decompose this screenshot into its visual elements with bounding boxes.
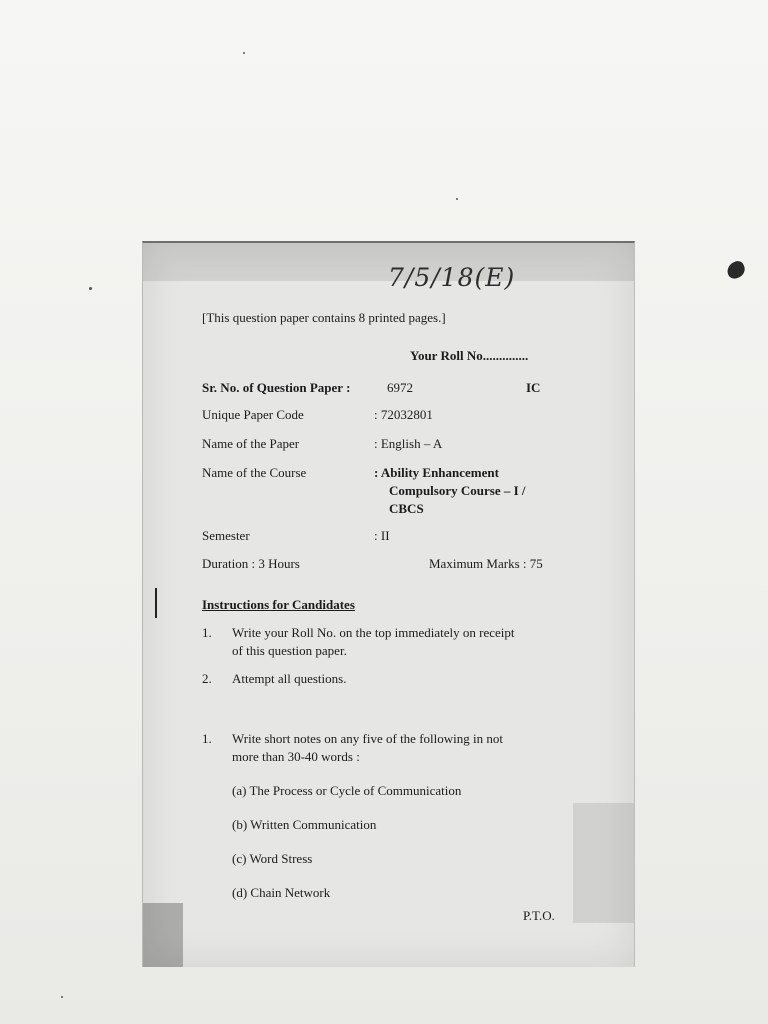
roll-number-field: Your Roll No..............: [410, 348, 529, 363]
instruction-text: Write your Roll No. on the top immediately on receipt: [232, 625, 515, 640]
instructions-heading: Instructions for Candidates: [202, 597, 355, 612]
scan-mark: [155, 588, 157, 618]
question-paper: [142, 241, 635, 967]
scan-speck: [61, 996, 63, 998]
question-option: (a) The Process or Cycle of Communication: [232, 783, 462, 798]
question-option: (b) Written Communication: [232, 817, 377, 832]
sr-no-label: Sr. No. of Question Paper :: [202, 380, 351, 395]
paper-name-label: Name of the Paper: [202, 436, 300, 451]
course-name-value-line3: CBCS: [389, 501, 424, 516]
duration: Duration : 3 Hours: [202, 556, 300, 571]
course-name-value-line2: Compulsory Course – I /: [389, 483, 526, 498]
question-text-line2: more than 30-40 words :: [232, 749, 360, 764]
pages-note: [This question paper contains 8 printed pages.]: [202, 310, 446, 325]
instruction-number: 2.: [202, 671, 212, 686]
upc-label: Unique Paper Code: [202, 407, 304, 422]
question-text: Write short notes on any five of the following in not: [232, 731, 503, 746]
paper-shade: [573, 803, 634, 923]
handwritten-date: 7/5/18(E): [388, 263, 516, 292]
question-option: (c) Word Stress: [232, 851, 313, 866]
question-number: 1.: [202, 731, 212, 746]
please-turn-over: P.T.O.: [523, 908, 555, 923]
scan-speck: [456, 198, 458, 200]
course-name-label: Name of the Course: [202, 465, 307, 480]
paper-shade: [143, 903, 183, 967]
instruction-text-line2: of this question paper.: [232, 643, 347, 658]
instruction-text: Attempt all questions.: [232, 671, 347, 686]
sr-no-value: 6972: [387, 380, 413, 395]
instruction-number: 1.: [202, 625, 212, 640]
upc-value: : 72032801: [374, 407, 433, 422]
scan-speck: [89, 287, 92, 290]
question-option: (d) Chain Network: [232, 885, 331, 900]
course-name-value: : Ability Enhancement: [374, 465, 499, 480]
scan-speck: [243, 52, 245, 54]
paper-name-value: : English – A: [374, 436, 443, 451]
maximum-marks: Maximum Marks : 75: [429, 556, 543, 571]
semester-value: : II: [374, 528, 390, 543]
sr-no-code: IC: [526, 380, 541, 395]
semester-label: Semester: [202, 528, 250, 543]
